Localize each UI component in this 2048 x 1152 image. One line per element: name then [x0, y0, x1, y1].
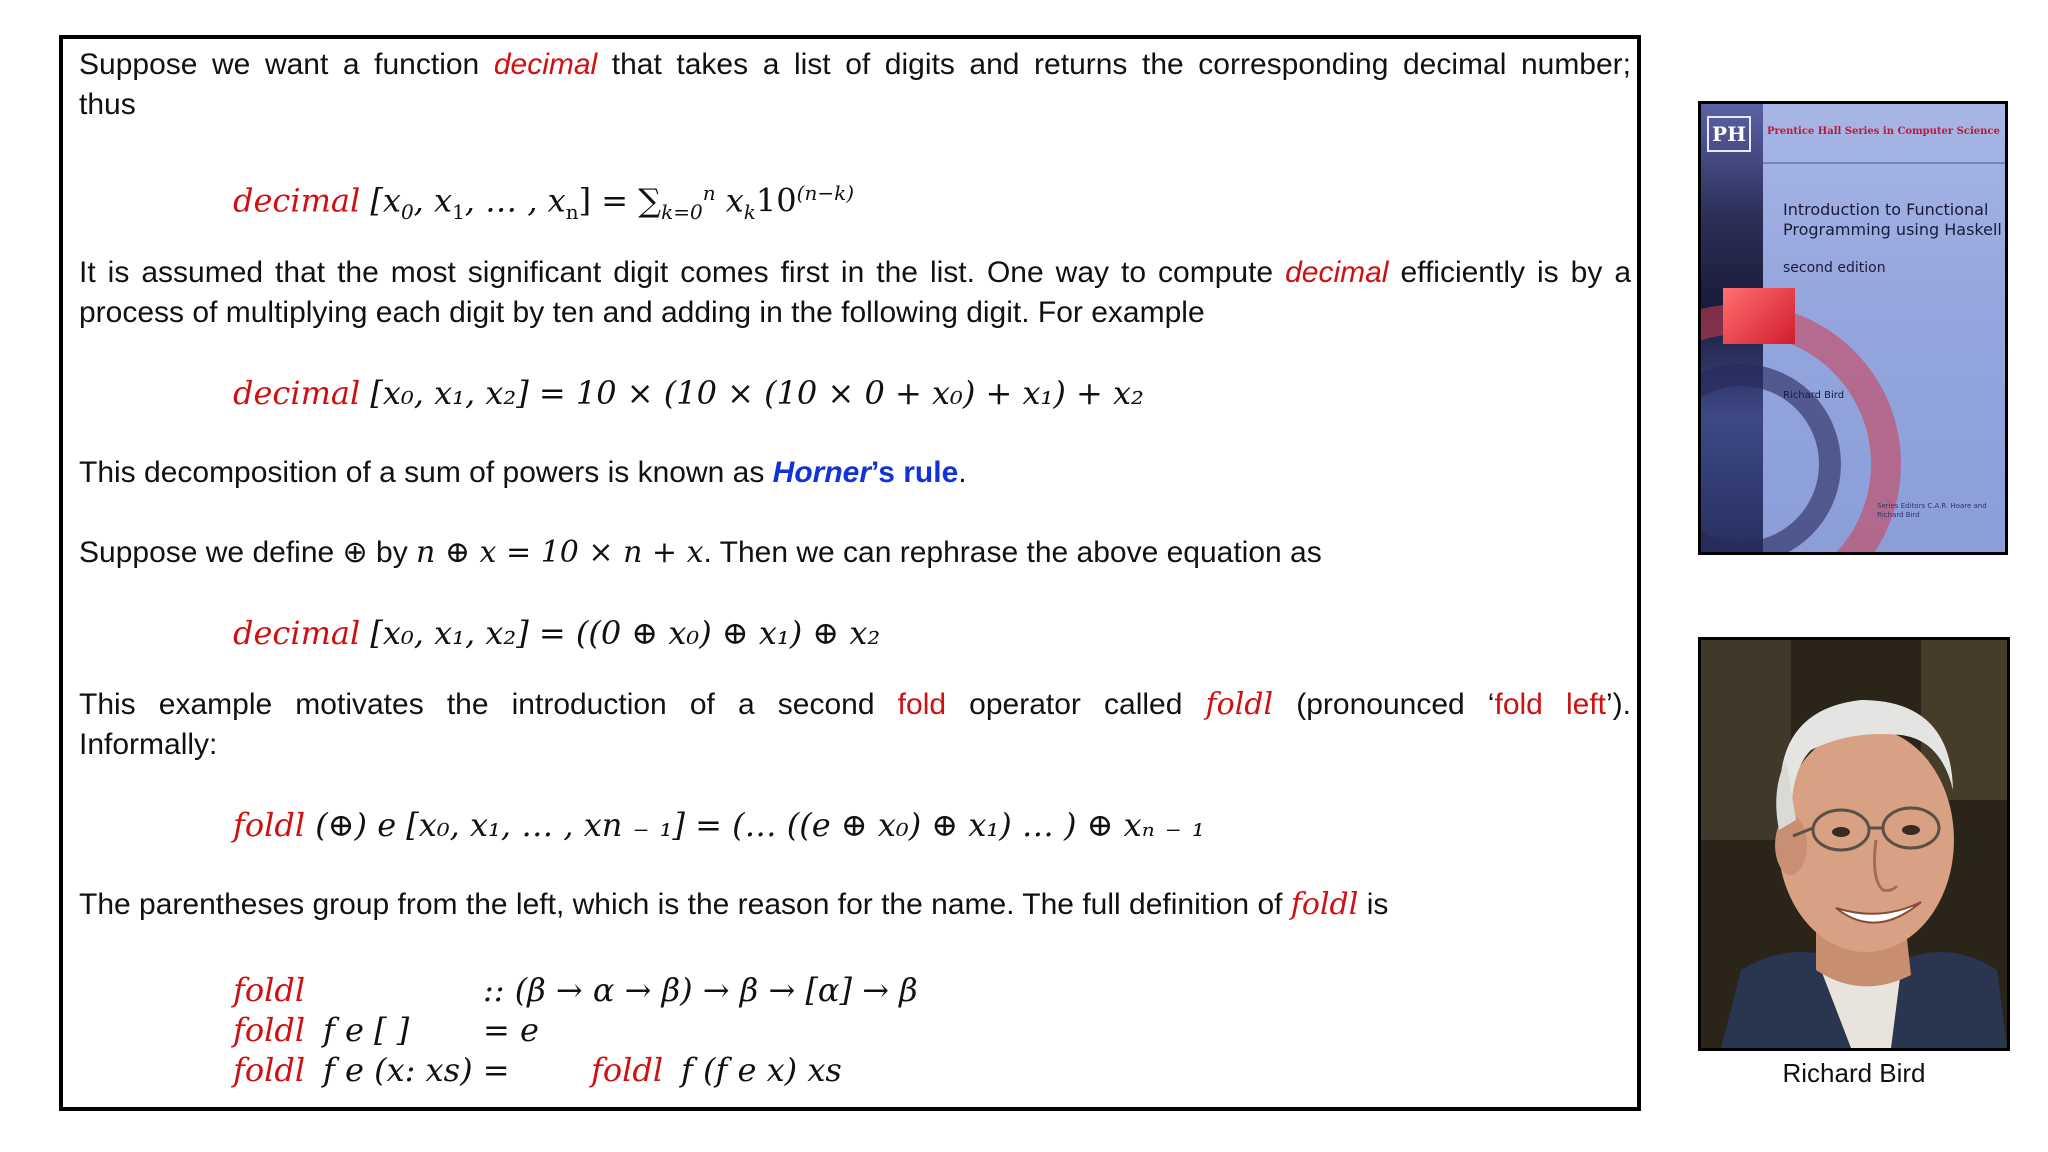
eq2-name: decimal	[233, 374, 361, 412]
def1-type: :: (β → α → β) → β → [α] → β	[483, 971, 918, 1009]
book-series: Prentice Hall Series in Computer Science	[1767, 126, 2000, 137]
definition-line-base	[233, 1011, 1133, 1051]
p3-period: .	[958, 456, 967, 489]
decimal-term: decimal	[493, 48, 598, 81]
eq1-lhs: [x	[370, 181, 401, 220]
eq1-subn: n	[565, 200, 579, 225]
intro-text-2: that takes a list of digits and returns the corresponding decimal number;	[597, 48, 1632, 81]
def3-args: f e (x: xs) =	[323, 1051, 510, 1089]
book-cover	[1698, 101, 2008, 555]
equation-decimal-oplus	[233, 613, 880, 653]
equation-decimal-sum	[233, 173, 854, 232]
p4-formula: n ⊕ x = 10 × n + x	[416, 535, 704, 570]
eq4-body: (⊕) e [x₀, x₁, … , xn ₋ ₁] = (… ((e ⊕ x₀) ⊕ x₁) … ) ⊕ xₙ ₋ ₁	[305, 806, 1205, 844]
p2-text: It is assumed that the most significant digit comes first in the list. One way to compute	[79, 256, 1286, 289]
definition-line-type	[233, 971, 1133, 1011]
eq1-rhs: ] = ∑	[578, 181, 662, 220]
horner-link[interactable]: Horner	[772, 456, 872, 489]
def3-rhs-name: foldl	[591, 1051, 664, 1089]
book-author: Richard Bird	[1783, 390, 1845, 401]
eq3-name: decimal	[233, 614, 361, 652]
foldl-term-2: foldl	[1290, 887, 1359, 922]
paragraph-define-operator	[79, 533, 1631, 573]
paragraph-foldl-intro	[79, 685, 1631, 725]
oplus-symbol: ⊕	[342, 536, 368, 569]
horner-rule-link[interactable]: ’s rule	[871, 456, 959, 489]
p6-text-2: is	[1358, 888, 1389, 921]
paragraph-horner	[79, 453, 1631, 493]
eq1-sum-sup: n	[702, 181, 716, 205]
def2-rhs: = e	[483, 1011, 539, 1049]
eq1-ten: 10	[755, 181, 797, 220]
equation-foldl-informal	[233, 805, 1205, 845]
p4-text: Suppose we define	[79, 536, 343, 569]
p2-line-2: process of multiplying each digit by ten and adding in the following digit. For example	[79, 296, 1205, 329]
book-red-square	[1723, 288, 1795, 344]
book-title: Introduction to Functional Programming using Haskell	[1783, 200, 2002, 239]
def2-args: f e [ ]	[323, 1011, 410, 1049]
eq3-body: [x₀, x₁, x₂] = ((0 ⊕ x₀) ⊕ x₁) ⊕ x₂	[360, 614, 881, 652]
eq1-sub0: 0	[400, 200, 414, 225]
portrait-caption: Richard Bird	[1782, 1058, 1926, 1088]
p5-text: This example motivates the introduction of a second	[79, 688, 898, 721]
eq4-name: foldl	[233, 806, 306, 844]
eq1-mid2: , … , x	[464, 181, 566, 220]
fold-term: fold	[897, 688, 947, 721]
publisher-logo: PH	[1707, 116, 1751, 152]
definition-line-step	[233, 1051, 1133, 1091]
p6-text: The parentheses group from the left, which is the reason for the name. The full definition of	[79, 888, 1291, 921]
paragraph-full-definition	[79, 885, 1631, 925]
equation-decimal-expansion	[233, 373, 1144, 413]
eq1-name: decimal	[233, 181, 361, 220]
eq1-sub1: 1	[452, 200, 465, 225]
eq1-sum-body: x	[715, 181, 744, 220]
intro-text: Suppose we want a function	[79, 48, 494, 81]
portrait-photo	[1698, 637, 2010, 1051]
def3-name: foldl	[233, 1051, 306, 1089]
p5-text-2: operator called	[946, 688, 1206, 721]
foldl-term: foldl	[1205, 687, 1274, 722]
slide-content-box	[59, 35, 1641, 1111]
fold-left-term: fold left	[1494, 688, 1606, 721]
eq2-body: [x₀, x₁, x₂] = 10 × (10 × (10 × 0 + x₀) + x₁) + x₂	[360, 374, 1144, 412]
eq1-exp: (n−k)	[796, 181, 855, 205]
p5-text-4: ’).	[1606, 688, 1631, 721]
intro-line-2: thus	[79, 88, 136, 121]
decimal-term-2: decimal	[1285, 256, 1389, 289]
eq1-mid1: , x	[413, 181, 453, 220]
def2-name: foldl	[233, 1011, 306, 1049]
book-edition: second edition	[1783, 260, 1886, 276]
portrait-illustration	[1701, 640, 2007, 1048]
p4-text-2: . Then we can rephrase the above equation as	[703, 536, 1322, 569]
def1-name: foldl	[233, 971, 306, 1009]
p5-text-3: (pronounced ‘	[1273, 688, 1495, 721]
def3-rhs: f (f e x) xs	[681, 1051, 842, 1089]
book-editors: Series Editors C.A.R. Hoare and Richard Bird	[1877, 502, 1987, 519]
eq1-sum-sub: k=0	[661, 200, 703, 225]
eq1-sum-k: k	[743, 200, 756, 225]
p5-line-2: Informally:	[79, 728, 218, 761]
paragraph-significant-digit	[79, 253, 1631, 293]
intro-paragraph	[79, 45, 1631, 85]
p2-text-2: efficiently is by a	[1388, 256, 1632, 289]
p4-by: by	[367, 536, 417, 569]
p3-text: This decomposition of a sum of powers is known as	[79, 456, 773, 489]
